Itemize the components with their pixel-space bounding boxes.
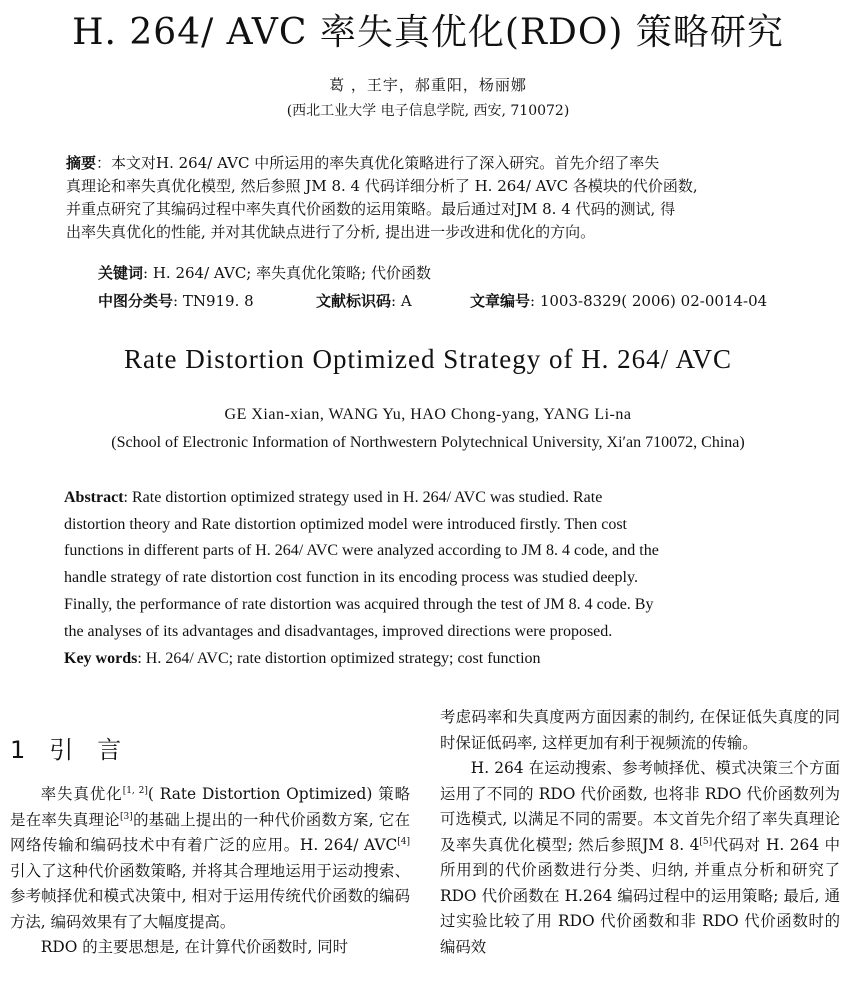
paper-title-en: Rate Distortion Optimized Strategy of H. 264/ AVC bbox=[124, 344, 732, 374]
paragraph: 考虑码率和失真度两方面因素的制约, 在保证低失真度的同时保证低码率, 这样更加有利于视频流的传输。 bbox=[440, 708, 840, 752]
keywords-en: Key words: H. 264/ AVC; rate distortion optimized strategy; cost function bbox=[64, 650, 541, 667]
author-list-en: GE Xian-xian, WANG Yu, HAO Chong-yang, YANG Li-na bbox=[224, 406, 632, 423]
paragraph: 率失真优化[1, 2]( Rate Distortion Optimized) 策略是在率失真理论[3]的基础上提出的一种代价函数方案, 它在网络传输和编码技术中有着广泛的应用。H. 264/ AVC[4]引入了这种代价函数策略, 并将其合理地运用于运动搜索、参考帧择优和模式决策中, 相对于运用传统代价函数的编码方法, 编码效果有了大幅度提高。 bbox=[10, 785, 410, 931]
abstract-en-label: Abstract bbox=[64, 489, 124, 506]
clc-number: 中图分类号: TN919. 8 bbox=[98, 292, 254, 310]
abstract-cn: 摘要：本文对H. 264/ AVC 中所运用的率失真优化策略进行了深入研究。首先介绍了率失 真理论和率失真优化模型, 然后参照 JM 8. 4 代码详细分析了 H. 264/ AVC 各模块的代价函数, 并重点研究了其编码过程中率失真代价函数的运用策略。最后通过对JM 8. 4 代码的测试, 得 出率失真优化的性能, 并对其优缺点进行了分析, 提出进一步改进和优化的方向。 bbox=[66, 154, 698, 241]
right-column bbox=[440, 705, 840, 960]
section-title: 引 言 bbox=[49, 736, 122, 764]
keywords-en-label: Key words bbox=[64, 650, 138, 667]
paper-title-cn: H. 264/ AVC 率失真优化(RDO) 策略研究 bbox=[72, 12, 784, 53]
left-column bbox=[10, 782, 410, 961]
document-code: 文献标识码: A bbox=[316, 292, 412, 310]
author-list-cn: 葛 ，王宇，郝重阳，杨丽娜 bbox=[329, 76, 527, 94]
abstract-cn-label: 摘要 bbox=[66, 154, 97, 172]
abstract-en: Abstract: Rate distortion optimized strategy used in H. 264/ AVC was studied. Rate distortion theory and Rate distortion optimized model were introduced firstly. Then cost functions in different parts of H. 264/ AVC were analyzed according to JM 8. 4 code, and the handle strategy of rate distortion cost function in its encoding process was studied deeply. Finally, the performance of rate distortion was acquired through the test of JM 8. 4 code. By the analyses of its advantages and disadvantages, improved directions were proposed. bbox=[64, 489, 659, 640]
keywords-cn: 关键词: H. 264/ AVC; 率失真优化策略; 代价函数 bbox=[98, 264, 431, 282]
paragraph: H. 264 在运动搜索、参考帧择优、模式决策三个方面运用了不同的 RDO 代价函数, 也将非 RDO 代价函数列为可选模式, 以满足不同的需要。本文首先介绍了率失真理论及率失真优化模型; 然后参照JM 8. 4[5]代码对 H. 264 中所用到的代价函数进行分类、归纳, 并重点分析和研究了 RDO 代价函数在 H.264 编码过程中的运用策略; 最后, 通过实验比较了用 RDO 代价函数和非 RDO 代价函数时的编码效 bbox=[440, 759, 840, 956]
keywords-cn-label: 关键词 bbox=[98, 264, 144, 282]
article-number: 文章编号: 1003-8329( 2006) 02-0014-04 bbox=[470, 292, 768, 310]
affiliation-cn: (西北工业大学 电子信息学院, 西安, 710072) bbox=[286, 103, 570, 119]
section-number: 1 bbox=[10, 736, 26, 764]
section-heading bbox=[10, 730, 121, 765]
affiliation-en: (School of Electronic Information of Northwestern Polytechnical University, Xi′an 710072, China) bbox=[111, 434, 745, 451]
paragraph: RDO 的主要思想是, 在计算代价函数时, 同时 bbox=[40, 938, 349, 956]
